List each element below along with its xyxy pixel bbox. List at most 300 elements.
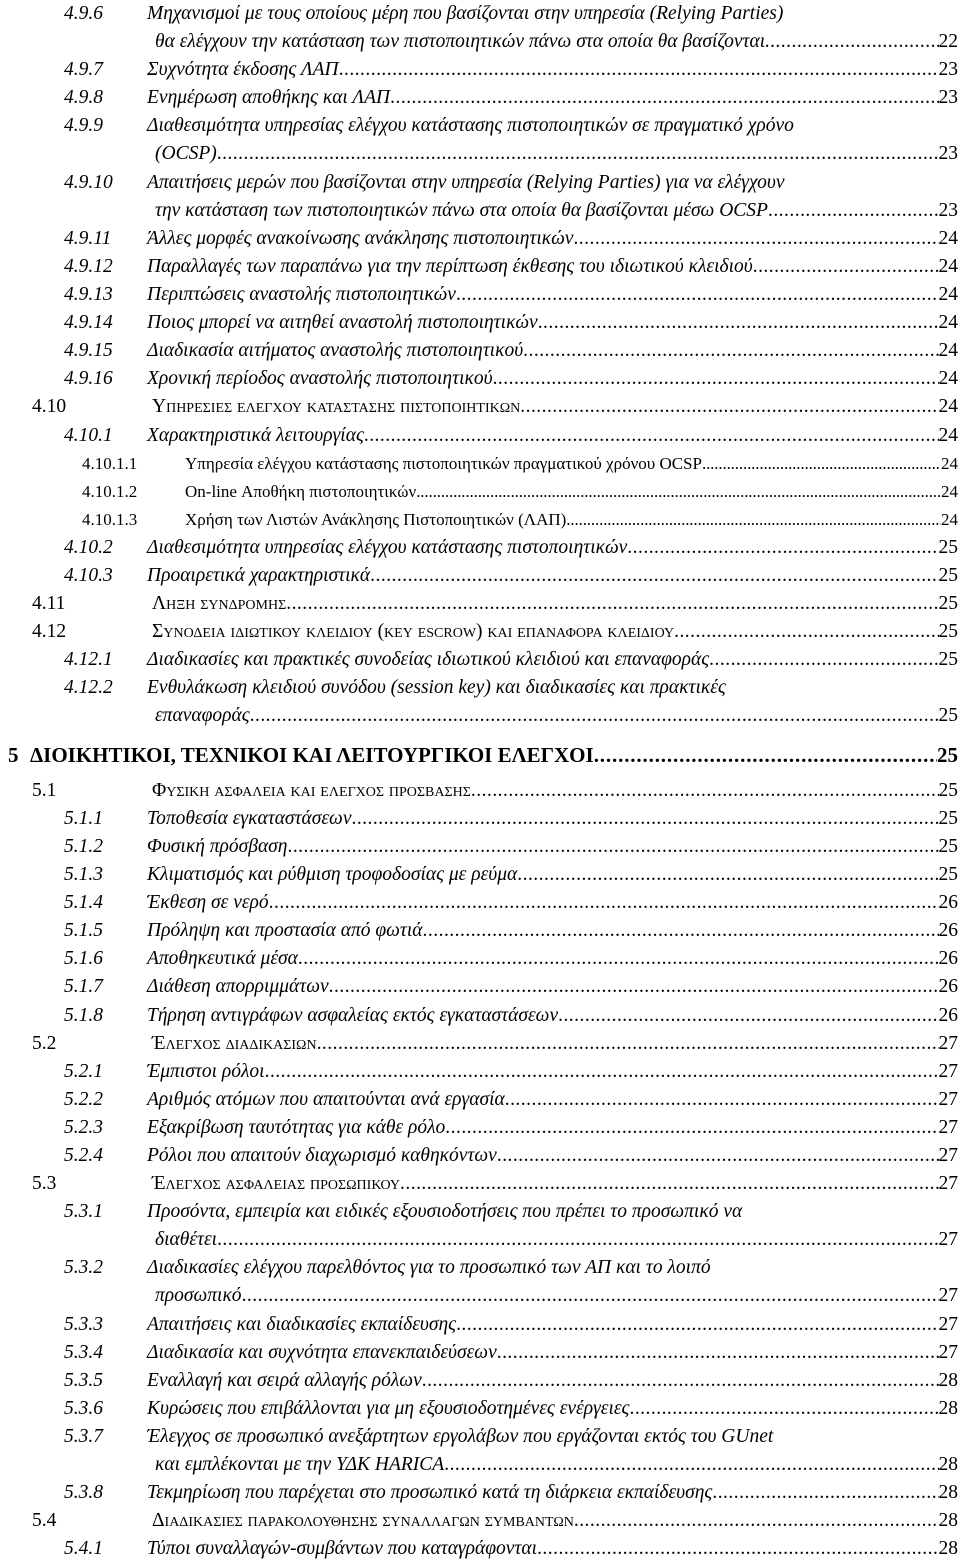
toc-page-number: 27 xyxy=(938,1060,958,1082)
toc-line xyxy=(0,422,958,450)
toc-number: 4.9.15 xyxy=(64,340,113,362)
toc-line xyxy=(0,1198,958,1226)
dot-leader xyxy=(242,1282,939,1310)
toc-line xyxy=(0,1311,958,1339)
toc-number: 4.10.1.2 xyxy=(82,481,138,501)
toc-title-text: Χαρακτηριστικά λειτουργίας xyxy=(147,424,364,446)
toc-line xyxy=(0,1507,958,1535)
toc-title-text: προσωπικό xyxy=(155,1285,242,1307)
toc-line xyxy=(0,1479,958,1507)
toc-title-text: Υπηρεσία ελέγχου κατάστασης πιστοποιητικών πραγματικού χρόνου OCSP xyxy=(185,453,702,473)
toc-number: 5.1.3 xyxy=(64,864,103,885)
toc-title-text: Υπηρεσιες ελεγχου καταστασης πιστοποιητικων xyxy=(152,396,521,418)
toc-title xyxy=(147,805,958,833)
dot-leader xyxy=(339,56,939,84)
toc-title xyxy=(155,28,958,56)
toc-title xyxy=(147,1395,958,1423)
toc-title-text: On-line Αποθήκη πιστοποιητικών xyxy=(185,481,417,501)
toc-number: 4.9.9 xyxy=(64,115,103,137)
toc-title xyxy=(147,1479,958,1507)
toc-title-text: Διαθεσιμότητα υπηρεσίας ελέγχου κατάστασης πιστοποιητικών xyxy=(147,536,628,558)
toc-title xyxy=(152,393,958,421)
toc-title xyxy=(147,422,958,450)
dot-leader xyxy=(298,945,939,973)
dot-leader xyxy=(573,225,938,253)
toc-number: 4.10.3 xyxy=(64,565,113,586)
toc-title xyxy=(147,1367,958,1395)
toc-number: 4.12 xyxy=(32,621,67,643)
toc-number: 5.3.2 xyxy=(64,1257,103,1279)
toc-number: 5.4 xyxy=(32,1510,57,1532)
toc-title-text: Έλεγχος σε προσωπικό ανεξάρτητων εργολάβων που εργάζονται εκτός του GUnet xyxy=(147,1426,774,1447)
toc-number: 4.10.1.1 xyxy=(82,453,138,473)
toc-line xyxy=(0,534,958,562)
toc-number: 5.1.1 xyxy=(64,807,103,829)
toc-title-text: Διαδικασία και συχνότητα επανεκπαιδεύσεων xyxy=(147,1341,497,1363)
toc-line xyxy=(0,889,958,917)
dot-leader xyxy=(265,1058,939,1086)
toc-number: 4.10.1.3 xyxy=(82,509,138,529)
toc-title-text: Διαθεσιμότητα υπηρεσίας ελέγχου κατάστασης πιστοποιητικών σε πραγματικό χρόνο xyxy=(147,115,794,137)
toc-page-number: 23 xyxy=(938,143,958,165)
toc-line xyxy=(0,56,958,84)
toc-title-text: Έμπιστοι ρόλοι xyxy=(147,1060,265,1082)
toc-title-text: Φυσική πρόσβαση xyxy=(147,835,288,857)
toc-page-number: 25 xyxy=(937,742,958,767)
toc-line xyxy=(0,646,958,674)
toc-line xyxy=(0,506,958,534)
toc-line xyxy=(0,169,958,197)
dot-leader xyxy=(493,365,939,393)
toc-title xyxy=(185,506,958,534)
toc-title-text: Παραλλαγές των παραπάνω για την περίπτωση έκθεσης του ιδιωτικού κλειδιού xyxy=(147,255,753,277)
toc-page-number: 24 xyxy=(938,284,958,305)
dot-leader xyxy=(523,337,938,365)
toc-line xyxy=(0,805,958,833)
dot-leader xyxy=(538,309,939,337)
toc-page-number: 24 xyxy=(938,396,958,418)
dot-leader xyxy=(364,422,939,450)
toc-title xyxy=(147,1198,958,1226)
dot-leader xyxy=(574,1507,939,1535)
toc-page-number: 26 xyxy=(938,920,958,942)
toc-title xyxy=(147,917,958,945)
toc-title xyxy=(147,562,958,590)
toc-page-number: 28 xyxy=(938,1369,958,1391)
toc-title-text: Ενθυλάκωση κλειδιού συνόδου (session key) και διαδικασίες και πρακτικές xyxy=(147,677,726,699)
toc-title xyxy=(147,1254,958,1282)
toc-page-number: 27 xyxy=(938,1116,958,1138)
toc-line xyxy=(0,562,958,590)
toc-title xyxy=(147,889,958,917)
toc-number: 5.3.6 xyxy=(64,1397,103,1419)
toc-number: 4.12.2 xyxy=(64,677,113,699)
toc-title-text: Περιπτώσεις αναστολής πιστοποιητικών xyxy=(147,284,456,305)
toc-title-text: και εμπλέκονται με την ΥΔΚ HARICA xyxy=(155,1454,445,1476)
toc-page-number: 27 xyxy=(938,1145,958,1166)
toc-line xyxy=(0,618,958,646)
toc-title-text: Αριθμός ατόμων που απαιτούνται ανά εργασία xyxy=(147,1088,505,1110)
dot-leader xyxy=(629,1395,938,1423)
toc-title xyxy=(147,1339,958,1367)
toc-line xyxy=(0,365,958,393)
toc-title xyxy=(152,618,958,646)
toc-title-text: Εναλλαγή και σειρά αλλαγής ρόλων xyxy=(147,1369,422,1391)
toc-page-number: 23 xyxy=(938,59,958,81)
toc-title xyxy=(155,1226,958,1254)
toc-line xyxy=(0,112,958,140)
toc-line xyxy=(0,28,958,56)
toc-title-text: Έλεγχος ασφαλειας προσωπικου xyxy=(152,1173,401,1195)
toc-number: 5.2.2 xyxy=(64,1088,103,1110)
toc-title-text: Διάθεση απορριμμάτων xyxy=(147,976,329,998)
toc-title xyxy=(147,1423,958,1451)
toc-number: 4.9.6 xyxy=(64,3,103,24)
toc-line xyxy=(0,861,958,889)
dot-leader xyxy=(217,1226,938,1254)
toc-number: 4.9.13 xyxy=(64,284,113,305)
toc-title-text: Συχνότητα έκδοσης ΛΑΠ xyxy=(147,59,339,81)
toc-page-number: 25 xyxy=(938,864,958,885)
toc-title xyxy=(155,702,958,730)
toc-title xyxy=(155,140,958,168)
toc-page-number: 26 xyxy=(938,976,958,998)
toc-page-number: 25 xyxy=(938,565,958,586)
toc-page-number: 23 xyxy=(938,87,958,109)
toc-page-number: 27 xyxy=(938,1088,958,1110)
toc-title-text: Αποθηκευτικά μέσα xyxy=(147,948,298,970)
toc-number: 5.3.5 xyxy=(64,1369,103,1391)
toc-title-text: Έκθεση σε νερό xyxy=(147,892,269,914)
toc-number: 5.2.4 xyxy=(64,1145,103,1166)
toc-line xyxy=(0,478,958,506)
dot-leader xyxy=(505,1086,939,1114)
toc-title xyxy=(147,337,958,365)
toc-title-text: διαθέτει xyxy=(155,1229,218,1251)
dot-leader xyxy=(594,741,937,769)
toc-title xyxy=(147,1311,958,1339)
toc-line xyxy=(0,917,958,945)
toc-line xyxy=(0,1226,958,1254)
toc-page-number: 24 xyxy=(938,368,958,390)
dot-leader xyxy=(753,253,939,281)
dot-leader xyxy=(712,1479,938,1507)
toc-number: 4.9.10 xyxy=(64,171,113,193)
toc-number: 5.3.8 xyxy=(64,1482,103,1504)
toc-line xyxy=(0,393,958,421)
toc-title-text: Προαιρετικά χαρακτηριστικά xyxy=(147,565,371,586)
toc-number: 5.2 xyxy=(32,1032,57,1054)
toc-page-number: 27 xyxy=(938,1173,958,1195)
toc-number: 4.9.11 xyxy=(64,227,112,249)
toc-number: 5 xyxy=(8,742,19,767)
dot-leader xyxy=(445,1114,938,1142)
toc-page-number: 25 xyxy=(938,649,958,671)
toc-title-text: ΔΙΟΙΚΗΤΙΚΟΙ, ΤΕΧΝΙΚΟΙ ΚΑΙ ΛΕΙΤΟΥΡΓΙΚΟΙ ΕΛΕΓΧΟΙ xyxy=(30,742,594,767)
dot-leader xyxy=(456,281,939,309)
toc-page-number: 27 xyxy=(938,1229,958,1251)
toc-number: 4.9.12 xyxy=(64,255,113,277)
toc-page-number: 24 xyxy=(938,227,958,249)
toc-page-number: 28 xyxy=(938,1454,958,1476)
toc-page-number: 26 xyxy=(938,1004,958,1026)
toc-line xyxy=(0,702,958,730)
toc-number: 5.3.3 xyxy=(64,1313,103,1335)
toc-number: 5.1 xyxy=(32,779,57,801)
toc-title xyxy=(147,1058,958,1086)
toc-title-text: Διαδικασίες και πρακτικές συνοδείας ιδιωτικού κλειδιού και επαναφοράς xyxy=(147,649,710,671)
toc-page-number: 24 xyxy=(941,453,958,473)
toc-number: 5.1.4 xyxy=(64,892,103,914)
toc-line xyxy=(0,1002,958,1030)
dot-leader xyxy=(351,805,938,833)
toc-title-text: Προσόντα, εμπειρία και ειδικές εξουσιοδοτήσεις που πρέπει το προσωπικό να xyxy=(147,1201,743,1223)
dot-leader xyxy=(702,450,941,478)
toc-title-text: Χρήση των Λιστών Ανάκλησης Πιστοποιητικών (ΛΑΠ) xyxy=(185,509,567,529)
toc-title xyxy=(147,1086,958,1114)
toc-title xyxy=(147,56,958,84)
dot-leader xyxy=(269,889,939,917)
dot-leader xyxy=(317,1030,939,1058)
toc-title-text: Τεκμηρίωση που παρέχεται στο προσωπικό κατά τη διάρκεια εκπαίδευσης xyxy=(147,1482,713,1504)
toc-number: 5.4.1 xyxy=(64,1538,103,1560)
toc-title xyxy=(147,309,958,337)
toc-number: 4.9.16 xyxy=(64,368,113,390)
toc-number: 5.2.3 xyxy=(64,1116,103,1138)
toc-number: 4.9.14 xyxy=(64,312,113,334)
dot-leader xyxy=(370,562,938,590)
dot-leader xyxy=(674,618,938,646)
toc-page-number: 25 xyxy=(938,807,958,829)
toc-page-number: 27 xyxy=(938,1313,958,1335)
dot-leader xyxy=(520,393,938,421)
toc-title xyxy=(147,253,958,281)
toc-title xyxy=(147,1142,958,1170)
toc-line xyxy=(0,450,958,478)
toc-line xyxy=(0,1086,958,1114)
toc-page-number: 25 xyxy=(938,705,958,727)
toc-title xyxy=(147,1114,958,1142)
toc-title-text: Πρόληψη και προστασία από φωτιά xyxy=(147,920,423,942)
toc-page-number: 26 xyxy=(938,892,958,914)
toc-page-number: 25 xyxy=(938,536,958,558)
toc-number: 5.1.5 xyxy=(64,920,103,942)
toc-page-number: 24 xyxy=(941,481,958,501)
toc-line xyxy=(0,1535,958,1563)
toc-title xyxy=(147,112,958,140)
dot-leader xyxy=(770,28,938,56)
toc-title xyxy=(147,225,958,253)
toc-page-number: 27 xyxy=(938,1341,958,1363)
toc-title xyxy=(147,365,958,393)
dot-leader xyxy=(471,777,939,805)
toc-title xyxy=(147,674,958,702)
toc-title-text: Φυσικη ασφαλεια και ελεγχος προσβασης xyxy=(152,779,471,801)
dot-leader xyxy=(558,1002,938,1030)
toc-title xyxy=(147,945,958,973)
toc-title xyxy=(152,590,958,618)
toc-line xyxy=(0,1395,958,1423)
toc-title xyxy=(155,1451,958,1479)
toc-page-number: 25 xyxy=(938,835,958,857)
dot-leader xyxy=(329,973,939,1001)
toc-number: 5.1.2 xyxy=(64,835,103,857)
toc-title xyxy=(152,777,958,805)
toc-title xyxy=(152,1507,958,1535)
dot-leader xyxy=(423,917,939,945)
toc-title-text: Διαδικασία αιτήματος αναστολής πιστοποιητικού xyxy=(147,340,524,362)
toc-number: 5.3 xyxy=(32,1173,57,1195)
toc-number: 4.11 xyxy=(32,593,66,615)
toc-line xyxy=(0,0,958,28)
toc-title-text: Απαιτήσεις και διαδικασίες εκπαίδευσης xyxy=(147,1313,457,1335)
toc-title-text: Ληξη συνδρομης xyxy=(152,593,287,615)
toc-number: 4.10.2 xyxy=(64,536,113,558)
toc-page-number: 24 xyxy=(938,312,958,334)
dot-leader xyxy=(217,140,939,168)
toc-number: 5.3.7 xyxy=(64,1426,103,1447)
dot-leader xyxy=(768,197,939,225)
toc-title xyxy=(147,84,958,112)
toc-title xyxy=(147,1535,958,1563)
toc-line xyxy=(0,281,958,309)
toc-page-number: 22 xyxy=(938,31,958,53)
toc-title-text: Κυρώσεις που επιβάλλονται για μη εξουσιοδοτημένες ενέργειες xyxy=(147,1397,630,1419)
toc-number: 4.10 xyxy=(32,396,67,418)
toc-title-text: Διαδικασίες ελέγχου παρελθόντος για το προσωπικό των ΑΠ και το λοιπό xyxy=(147,1257,711,1279)
toc-title-text: Άλλες μορφές ανακοίνωσης ανάκλησης πιστοποιητικών xyxy=(147,227,574,249)
dot-leader xyxy=(286,590,938,618)
toc-number: 4.9.8 xyxy=(64,87,103,109)
toc-page-number: 24 xyxy=(941,509,958,529)
dot-leader xyxy=(416,478,941,506)
toc-line xyxy=(0,1254,958,1282)
toc-number: 5.1.8 xyxy=(64,1004,103,1026)
toc-title-text: επαναφοράς xyxy=(155,705,250,727)
toc-title-text: Τήρηση αντιγράφων ασφαλείας εκτός εγκαταστάσεων xyxy=(147,1004,559,1026)
toc-line xyxy=(0,309,958,337)
toc-line xyxy=(0,84,958,112)
toc-title-text: Ρόλοι που απαιτούν διαχωρισμό καθηκόντων xyxy=(147,1145,497,1166)
toc-title xyxy=(147,861,958,889)
toc-number: 5.3.4 xyxy=(64,1341,103,1363)
toc-line xyxy=(0,777,958,805)
toc-line xyxy=(0,741,958,769)
toc-title-text: Εξακρίβωση ταυτότητας για κάθε ρόλο xyxy=(147,1116,446,1138)
toc-line xyxy=(0,197,958,225)
toc-number: 4.9.7 xyxy=(64,59,103,81)
toc-number: 5.3.1 xyxy=(64,1201,103,1223)
toc-number: 5.1.7 xyxy=(64,976,103,998)
toc-page-number: 27 xyxy=(938,1032,958,1054)
toc-page-number: 25 xyxy=(938,779,958,801)
toc-title xyxy=(152,1170,958,1198)
toc-page-number: 28 xyxy=(938,1397,958,1419)
toc-title xyxy=(185,450,958,478)
toc-title-text: Μηχανισμοί με τους οποίους μέρη που βασίζονται στην υπηρεσία (Relying Parties) xyxy=(147,3,784,24)
toc-title xyxy=(155,197,958,225)
toc-title xyxy=(30,741,958,769)
dot-leader xyxy=(517,861,938,889)
toc-page-number: 27 xyxy=(938,1285,958,1307)
toc-line xyxy=(0,1367,958,1395)
toc-title xyxy=(147,646,958,674)
dot-leader xyxy=(287,833,938,861)
toc-page-number: 23 xyxy=(938,199,958,221)
toc-title-text: Διαδικασιες παρακολουθησης συναλλαγων συμβαντων xyxy=(152,1510,574,1532)
dot-leader xyxy=(497,1339,939,1367)
dot-leader xyxy=(456,1311,938,1339)
toc-line xyxy=(0,337,958,365)
toc-line xyxy=(0,1451,958,1479)
toc-title xyxy=(147,973,958,1001)
toc-line xyxy=(0,1114,958,1142)
toc-title xyxy=(147,1002,958,1030)
toc-page-number: 24 xyxy=(938,255,958,277)
dot-leader xyxy=(627,534,938,562)
dot-leader xyxy=(422,1367,939,1395)
toc-title-text: Ποιος μπορεί να αιτηθεί αναστολή πιστοποιητικών xyxy=(147,312,538,334)
toc-title xyxy=(147,281,958,309)
toc-page-number: 25 xyxy=(938,593,958,615)
toc-title xyxy=(147,169,958,197)
toc-line xyxy=(0,140,958,168)
dot-leader xyxy=(250,702,939,730)
dot-leader xyxy=(497,1142,939,1170)
toc-title xyxy=(155,1282,958,1310)
dot-leader xyxy=(709,646,938,674)
toc-line xyxy=(0,1339,958,1367)
toc-title xyxy=(147,833,958,861)
toc-title-text: την κατάσταση των πιστοποιητικών πάνω στα οποία θα βασίζονται μέσω OCSP xyxy=(155,199,768,221)
toc-title xyxy=(185,478,958,506)
toc-title-text: Τοποθεσία εγκαταστάσεων xyxy=(147,807,352,829)
toc-title xyxy=(152,1030,958,1058)
toc-page-number: 28 xyxy=(938,1538,958,1560)
toc-line xyxy=(0,225,958,253)
dot-leader xyxy=(566,506,941,534)
toc-line xyxy=(0,1423,958,1451)
toc-line xyxy=(0,590,958,618)
dot-leader xyxy=(400,1170,938,1198)
toc-line xyxy=(0,1058,958,1086)
toc-line xyxy=(0,1142,958,1170)
toc-number: 4.12.1 xyxy=(64,649,113,671)
toc-title-text: Κλιματισμός και ρύθμιση τροφοδοσίας με ρεύμα xyxy=(147,864,518,885)
toc-title-text: θα ελέγχουν την κατάσταση των πιστοποιητικών πάνω στα οποία θα βασίζονται. xyxy=(155,31,771,53)
toc-line xyxy=(0,253,958,281)
toc-number: 5.2.1 xyxy=(64,1060,103,1082)
toc-page-number: 24 xyxy=(938,424,958,446)
dot-leader xyxy=(537,1535,938,1563)
toc-title-text: Έλεγχος διαδικασιων xyxy=(152,1032,317,1054)
toc-title-text: Απαιτήσεις μερών που βασίζονται στην υπηρεσία (Relying Parties) για να ελέγχουν xyxy=(147,171,785,193)
toc-title-text: Τύποι συναλλαγών-συμβάντων που καταγράφονται xyxy=(147,1538,538,1560)
toc-page-number: 28 xyxy=(938,1482,958,1504)
toc-page-number: 26 xyxy=(938,948,958,970)
toc-page-number: 24 xyxy=(938,340,958,362)
toc-page-number: 28 xyxy=(938,1510,958,1532)
toc-line xyxy=(0,1030,958,1058)
toc-title-text: Χρονική περίοδος αναστολής πιστοποιητικού xyxy=(147,368,493,390)
dot-leader xyxy=(444,1451,938,1479)
toc-title-text: Συνοδεια ιδιωτικου κλειδιου (key escrow) και επαναφορα κλειδιου xyxy=(152,621,675,643)
toc-title xyxy=(147,534,958,562)
toc-line xyxy=(0,945,958,973)
toc-line xyxy=(0,833,958,861)
toc-line xyxy=(0,674,958,702)
toc-title-text: Ενημέρωση αποθήκης και ΛΑΠ xyxy=(147,87,391,109)
